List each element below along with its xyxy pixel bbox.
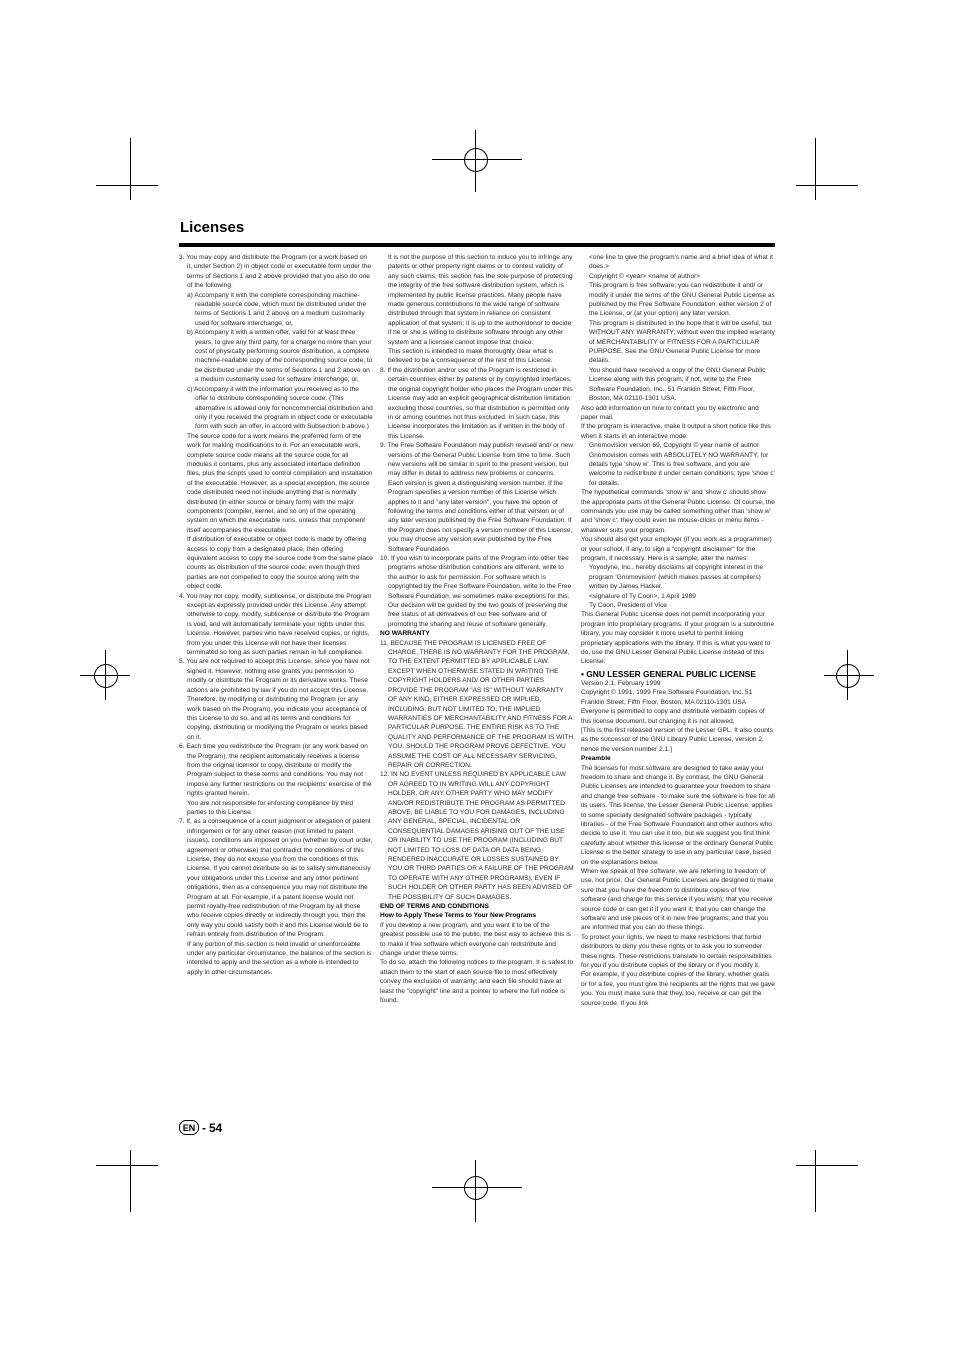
text-column-2 bbox=[380, 253, 574, 1119]
paragraph: Yoyodyne, Inc., hereby disclaims all copyright interest in the program 'Gnomovision' (which makes passes at compilers) written by James Hacker. bbox=[589, 564, 764, 591]
paragraph: To do so, attach the following notices to the program. It is safest to attach them to the start of each source file to most effectively convey the exclusion of warranty; and each file should have at least the "copyright" line and a pointer to where the full notice is found. bbox=[380, 959, 574, 1005]
section-10: 10. If you wish to incorporate parts of the Program into other free programs whose distribution conditions are different, write to the author to ask for permission. For software which is copyrighted by the Free Software Foundation, write to the Free Software Foundation; we sometimes make exceptions for this. Our decision will be guided by the two goals of preserving the free status of all derivatives of our free software and of promoting the sharing and reuse of software generally. bbox=[380, 555, 572, 628]
preamble-heading: Preamble bbox=[581, 755, 611, 763]
paragraph: It is not the purpose of this section to induce you to infringe any patents or other property right claims or to contest validity of any such claims; this section has the sole purpose of protecting the integrity of the free software distribution system, which is implemented by public license practices. Many people have made generous contributions to the wide range of software distributed through that system in reliance on consistent application of that system; it is up to the author/donor to decide if he or she is willing to distribute software through any other system and a licensee cannot impose that choice. bbox=[388, 254, 573, 346]
paragraph: The source code for a work means the preferred form of the work for making modifications to it. For an executable work, complete source code means all the source code for all modules it contains, plus any associated interface definition files, plus the scripts used to control compilation and installation of the executable. However, as a special exception, the source code distributed need not include anything that is normally distributed (in either source or binary form) with the major components (compiler, kernel, and so on) of the operating system on which the executable runs, unless that component itself accompanies the executable. bbox=[187, 432, 373, 534]
section-11: 11. BECAUSE THE PROGRAM IS LICENSED FREE OF CHARGE, THERE IS NO WARRANTY FOR THE PROGRAM, TO THE EXTENT PERMITTED BY APPLICABLE LAW. EXCEPT WHEN OTHERWISE STATED IN WRITING THE COPYRIGHT HOLDERS AND/ OR OTHER PARTIES PROVIDE THE PROGRAM "AS IS" WITHOUT WARRANTY OF ANY KIND, EITHER EXPRESSED OR IMPLIED, INCLUDING, BUT NOT LIMITED TO, THE IMPLIED WARRANTIES OF MERCHANTABILITY AND FITNESS FOR A PARTICULAR PURPOSE. THE ENTIRE RISK AS TO THE QUALITY AND PERFORMANCE OF THE PROGRAM IS WITH YOU. SHOULD THE PROGRAM PROVE DEFECTIVE, YOU ASSUME THE COST OF ALL NECESSARY SERVICING, REPAIR OR CORRECTION. bbox=[380, 639, 574, 769]
paragraph: For example, if you distribute copies of the library, whether gratis or for a fee, you must give the recipients all the rights that we gave you. You must make sure that they, too, receive or can get the source code. If you link bbox=[581, 971, 775, 1007]
title-rule bbox=[179, 243, 775, 247]
paragraph: This program is distributed in the hope that it will be useful, but WITHOUT ANY WARRANTY; without even the implied warranty of MERCHANTABILITY or FITNESS FOR A PARTICULAR PURPOSE. See the GNU General Public License for more details. bbox=[589, 319, 775, 365]
text-column-1 bbox=[179, 253, 373, 1119]
text-column-3 bbox=[581, 253, 775, 1119]
paragraph: Each version is given a distinguishing version number. If the Program specifies a version number of this License which applies to it and "any later version", you have the option of following the terms and conditions either of that version or of any later version published by the Free Software Foundation. If the Program does not specify a version number of this License, you may choose any version ever published by the Free Software Foundation. bbox=[388, 479, 573, 553]
footer-separator: - bbox=[202, 1120, 206, 1135]
section-3: 3. You may copy and distribute the Program (or a work based on it, under Section 2) in object code or executable form under the terms of Sections 1 and 2 above provided that you also do one of the following: bbox=[179, 254, 372, 290]
page-title: Licenses bbox=[180, 219, 245, 236]
paragraph: To protect your rights, we need to make restrictions that forbid distributors to deny you these rights or to ask you to surrender these rights. These restrictions translate to certain responsibilities for you if you distribute copies of the library or if you modify it. bbox=[581, 933, 772, 970]
end-of-terms-heading: END OF TERMS AND CONDITIONS bbox=[380, 903, 489, 911]
paragraph: You are not responsible for enforcing compliance by third parties to this License. bbox=[187, 799, 354, 816]
paragraph: When we speak of free software, we are referring to freedom of use, not price. Our General Public Licenses are designed to make sure that you have the freedom to distribute copies of free software (and charge for this service if you wish); that you receive source code or can get it if you want it; that you can change the software and use pieces of it in new free programs; and that you are informed that you can do these things. bbox=[581, 868, 774, 932]
how-to-apply-heading: How to Apply These Terms to Your New Programs bbox=[380, 912, 537, 920]
paragraph: The hypothetical commands 'show w' and 'show c' should show the appropriate parts of the General Public License. Of course, the commands you use may be called something other than 'show w' and 'show c'; they could even be mouse-clicks or menu items - whatever suits your program. bbox=[581, 489, 775, 534]
paragraph: Also add information on how to contact you by electronic and paper mail. bbox=[581, 404, 759, 421]
lgpl-heading: • GNU LESSER GENERAL PUBLIC LICENSE bbox=[581, 668, 756, 679]
section-7: 7. If, as a consequence of a court judgment or allegation of patent infringement or for any other reason (not limited to patent issues), conditions are imposed on you (whether by court order, agreement or otherwise) that contradict the conditions of this License, they do not excuse you from the conditions of this License. If you cannot distribute so as to satisfy simultaneously your obligations under this License and any other pertinent obligations, then as a consequence you may not distribute the Program at all. For example, if a patent license would not permit royalty-free redistribution of the Program by all those who receive copies directly or indirectly through you, then the only way you could satisfy both it and this License would be to refrain entirely from distribution of the Program. bbox=[179, 818, 373, 939]
section-6: 6. Each time you redistribute the Program (or any work based on the Program), the recipient automatically receives a license from the original licensor to copy, distribute or modify the Program subject to these terms and conditions. You may not impose any further restrictions on the recipients' exercise of the rights granted herein. bbox=[179, 743, 372, 798]
paragraph: If any portion of this section is held invalid or unenforceable under any particular circumstance, the balance of the section is intended to apply and the section as a whole is intended to apply in other circumstances. bbox=[187, 940, 372, 976]
section-9: 9. The Free Software Foundation may publish revised and/ or new versions of the General Public License from time to time. Such new versions will be similar in spirit to the present version, but may differ in detail to address new problems or concerns. bbox=[380, 442, 574, 478]
paragraph: <one line to give the program's name and a brief idea of what it does.> bbox=[589, 254, 773, 271]
paragraph: Ty Coon, President of Vice bbox=[589, 602, 667, 610]
paragraph: Version 2.1, February 1999 bbox=[581, 679, 661, 687]
paragraph: This program is free software; you can redistribute it and/ or modify it under the terms of the GNU General Public License as published by the Free Software Foundation; either version 2 of the License, or (at your option) any later version. bbox=[589, 282, 775, 318]
paragraph: Copyright © <year> <name of author> bbox=[589, 272, 701, 280]
paragraph: The licenses for most software are designed to take away your freedom to share and change it. By contrast, the GNU General Public Licenses are intended to guarantee your freedom to share and change free software - to make sure the software is free for all its users. This license, the Lesser General Public License, applies to some specially designated software packages - typically libraries - of the Free Software Foundation and other authors who decide to use it. You can use it too, but we suggest you first think carefully about whether this license or the ordinary General Public License is the better strategy to use in any particular case, based on the explanations below. bbox=[581, 764, 775, 866]
paragraph: This General Public License does not permit incorporating your program into proprietary programs. If your program is a subroutine library, you may consider it more useful to permit linking proprietary applications with the library. If this is what you want to do, use the GNU Lesser General Public License instead of this License. bbox=[581, 611, 775, 666]
paragraph: This section is intended to make thoroughly clear what is believed to be a consequence of the rest of this License. bbox=[388, 348, 554, 365]
paragraph: If you develop a new program, and you want it to be of the greatest possible use to the public, the best way to achieve this is to make it free software which everyone can redistribute and change under these terms. bbox=[380, 921, 571, 958]
paragraph: Gnomovision comes with ABSOLUTELY NO WARRANTY; for details type 'show w'. This is free software, and you are welcome to redistribute it under certain conditions; type 'show c' for details. bbox=[589, 451, 775, 487]
paragraph: [This is the first released version of the Lesser GPL. It also counts as the successor of the GNU Library Public License, version 2, hence the version number 2.1.] bbox=[581, 726, 774, 753]
section-5: 5. You are not required to accept this License, since you have not signed it. However, nothing else grants you permission to modify or distribute the Program or its derivative works. These actions are prohibited by law if you do not accept this License. Therefore, by modifying or distributing the Program (or any work based on the Program), you indicate your acceptance of this License to do so, and all its terms and conditions for copying, distributing or modifying the Program or works based on it. bbox=[179, 658, 370, 741]
paragraph: <signature of Ty Coon>, 1 April 1989 bbox=[589, 592, 696, 600]
section-3c: c) Accompany it with the information you received as to the offer to distribute corresponding source code. (This alternative is allowed only for noncommercial distribution and only if you received the program in object code or executable form with such an offer, in accord with Subsection b above.) bbox=[187, 385, 373, 431]
section-4: 4. You may not copy, modify, sublicense, or distribute the Program except as expressly provided under this License. Any attempt otherwise to copy, modify, sublicense or distribute the Program is void, and will automatically terminate your rights under this License. However, parties who have received copies, or rights, from you under this License will not have their licenses terminated so long as such parties remain in full compliance. bbox=[179, 592, 372, 657]
paragraph: Everyone is permitted to copy and distribute verbatim copies of this license document, but changing it is not allowed. bbox=[581, 708, 765, 725]
paragraph: You should also get your employer (if you work as a programmer) or your school, if any, to sign a "copyright disclaimer" for the program, if necessary. Here is a sample; alter the names: bbox=[581, 536, 772, 562]
paragraph: You should have received a copy of the GNU General Public License along with this program; if not, write to the Free Software Foundation, Inc., 51 Franklin Street, Fifth Floor, Boston, MA 02110-1301 USA. bbox=[589, 366, 766, 403]
page-number: 54 bbox=[209, 1120, 223, 1135]
section-3a: a) Accompany it with the complete corresponding machine-readable source code, which must be distributed under the terms of Sections 1 and 2 above on a medium customarily used for software interchange; or, bbox=[187, 291, 367, 327]
paragraph: If distribution of executable or object code is made by offering access to copy from a designated place, then offering equivalent access to copy the source code from the same place counts as distribution of the source code, even though third parties are not compelled to copy the source along with the object code. bbox=[187, 536, 373, 591]
section-3b: b) Accompany it with a written offer, valid for at least three years, to give any third party, for a charge no more than your cost of physically performing source distribution, a complete machine-readable copy of the corresponding source code, to be distributed under the terms of Sections 1 and 2 above on a medium customarily used for software interchange; or, bbox=[187, 329, 373, 384]
section-8: 8. If the distribution and/or use of the Program is restricted in certain countries either by patents or by copyrighted interfaces, the original copyright holder who places the Program under this License may add an explicit geographical distribution limitation excluding those countries, so that distribution is permitted only in or among countries not thus excluded. In such case, this License incorporates the limitation as if written in the body of this License. bbox=[380, 366, 573, 440]
section-12: 12. IN NO EVENT UNLESS REQUIRED BY APPLICABLE LAW OR AGREED TO IN WRITING WILL ANY COPYRIGHT HOLDER, OR ANY OTHER PARTY WHO MAY MODIFY AND/OR REDISTRIBUTE THE PROGRAM AS PERMITTED ABOVE, BE LIABLE TO YOU FOR DAMAGES, INCLUDING ANY GENERAL, SPECIAL, INCIDENTAL OR CONSEQUENTIAL DAMAGES ARISING OUT OF THE USE OR INABILITY TO USE THE PROGRAM (INCLUDING BUT NOT LIMITED TO LOSS OF DATA OR DATA BEING RENDERED INACCURATE OR LOSSES SUSTAINED BY YOU OR THIRD PARTIES OR A FAILURE OF THE PROGRAM TO OPERATE WITH ANY OTHER PROGRAMS), EVEN IF SUCH HOLDER OR OTHER PARTY HAS BEEN ADVISED OF THE POSSIBILITY OF SUCH DAMAGES. bbox=[380, 771, 574, 901]
paragraph: Gnomovision version 69, Copyright © year name of author bbox=[589, 442, 760, 450]
page-footer bbox=[179, 1120, 222, 1135]
paragraph: If the program is interactive, make it output a short notice like this when it starts in an interactive mode: bbox=[581, 423, 771, 440]
language-badge: EN bbox=[179, 1120, 199, 1135]
no-warranty-heading: NO WARRANTY bbox=[380, 630, 430, 638]
paragraph: Copyright © 1991, 1999 Free Software Foundation, Inc. 51 Franklin Street, Fifth Floor, Boston, MA 02110-1301 USA bbox=[581, 689, 753, 706]
